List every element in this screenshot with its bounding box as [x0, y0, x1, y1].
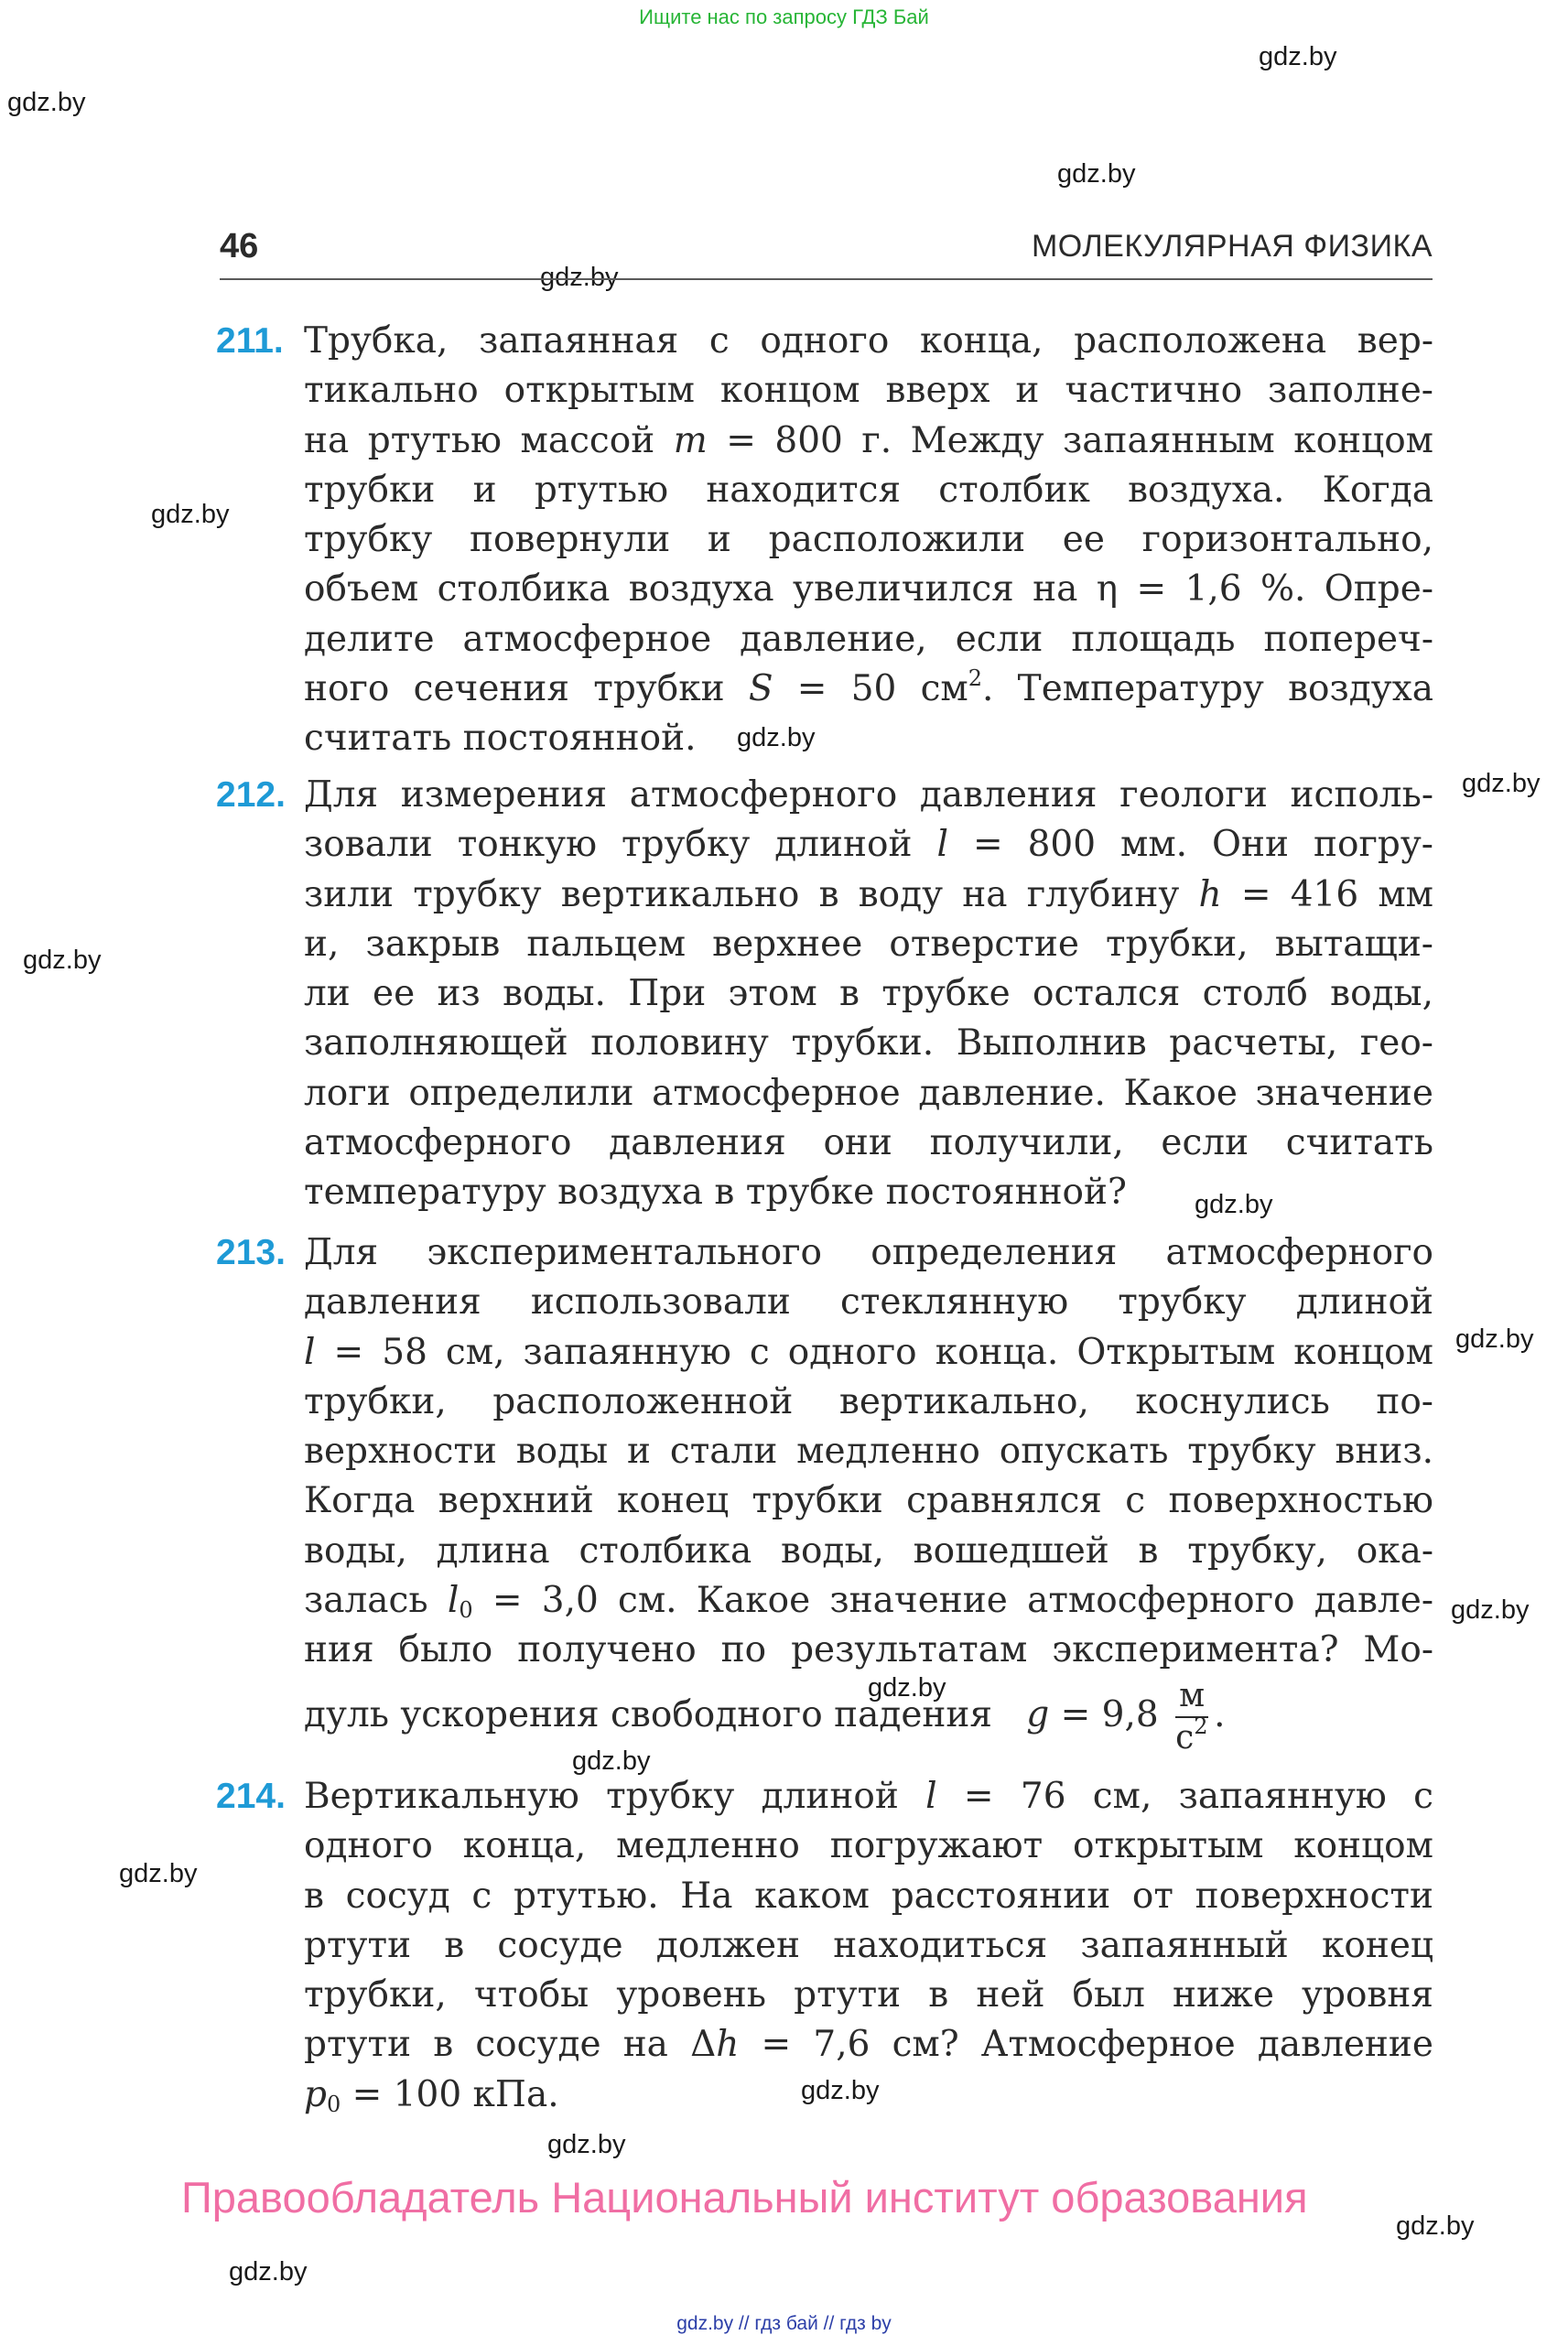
text-line: трубки и ртутью находится столбик воздуха. Когда [304, 469, 1433, 511]
watermark: gdz.by [868, 1673, 946, 1703]
text-line: трубки, расположенной вертикально, коснулись по- [304, 1380, 1433, 1422]
text-line: делите атмосферное давление, если площадь попереч- [304, 618, 1433, 660]
text-line: логи определили атмосферное давление. Какое значение [304, 1072, 1433, 1114]
text-line: трубки, чтобы уровень ртути в ней был ниже уровня [304, 1974, 1433, 2016]
text-line: атмосферного давления они получили, если считать [304, 1122, 1433, 1164]
watermark: gdz.by [229, 2257, 308, 2287]
text-line: заполняющей половину трубки. Выполнив расчеты, гео- [304, 1022, 1433, 1065]
problem-text [304, 1772, 1433, 2120]
watermark: gdz.by [572, 1746, 651, 1776]
header-divider [220, 278, 1433, 280]
text-line: и, закрыв пальцем верхнее отверстие трубки, вытащи- [304, 923, 1433, 965]
watermark: gdz.by [547, 2130, 626, 2159]
watermark: gdz.by [151, 500, 230, 529]
text-line: Трубка, запаянная с одного конца, расположена вер- [304, 320, 1433, 362]
section-title: МОЛЕКУЛЯРНАЯ ФИЗИКА [1031, 229, 1433, 264]
watermark: gdz.by [801, 2076, 880, 2105]
text-line: считать постоянной. [304, 718, 697, 760]
watermark: gdz.by [7, 88, 86, 117]
text-line: зили трубку вертикально в воду на глубину h = 416 мм [304, 873, 1434, 915]
text-line: Для измерения атмосферного давления геологи исполь- [304, 774, 1433, 816]
text-line: температуру воздуха в трубке постоянной? [304, 1172, 1127, 1214]
text-line: объем столбика воздуха увеличился на η = 1,6 %. Опре- [304, 568, 1433, 611]
problem-number: 212. [216, 775, 286, 815]
text-line: в сосуд с ртутью. На каком расстоянии от поверхности [304, 1875, 1433, 1917]
text-line: тикально открытым концом вверх и частично заполне- [304, 370, 1433, 412]
text-line: одного конца, медленно погружают открытым концом [304, 1825, 1433, 1867]
text-line: воды, длина столбика воды, вошедшей в трубку, ока- [304, 1530, 1433, 1572]
text-line: ртути в сосуде на Δh = 7,6 см? Атмосферное давление [304, 2024, 1434, 2066]
footer-links: gdz.by // гдз бай // гдз by [676, 2313, 892, 2334]
text-line: $p_0 = 100$ кПа. [304, 2073, 559, 2117]
page-number: 46 [220, 227, 259, 265]
watermark: gdz.by [1462, 769, 1541, 798]
watermark: gdz.by [1057, 159, 1136, 189]
problem-text [304, 1228, 1433, 1755]
watermark: gdz.by [23, 946, 102, 975]
watermark: gdz.by [1259, 42, 1337, 71]
text-line: Когда верхний конец трубки сравнялся с поверхностью [304, 1480, 1433, 1522]
text-line: Вертикальную трубку длиной l = 76 см, запаянную с [304, 1776, 1433, 1817]
watermark: gdz.by [1455, 1324, 1534, 1354]
text-line: ного сечения трубки S = 50 $см^2$. Температуру воздуха [304, 665, 1433, 710]
unit-fraction: $\frac{м}{с^2}$ [1175, 1676, 1208, 1757]
text-line: на ртутью массой m = 800 г. Между запаянным концом [304, 419, 1434, 461]
text-line: зовали тонкую трубку длиной l = 800 мм. Они погру- [304, 824, 1433, 866]
watermark: gdz.by [1451, 1595, 1530, 1625]
text-line: трубку повернули и расположили ее горизонтально, [304, 519, 1433, 561]
watermark: gdz.by [540, 263, 619, 292]
text-line: давления использовали стеклянную трубку длиной [304, 1281, 1433, 1324]
text-line: Для экспериментального определения атмосферного [304, 1232, 1433, 1273]
problem-text [304, 771, 1433, 1218]
text-line: l = 58 см, запаянную с одного конца. Открытым концом [304, 1331, 1433, 1373]
text-line: дуль ускорения свободного падения g = 9,8 $\frac{м}{с^2}$ . [304, 1676, 1226, 1757]
text-line: ртути в сосуде должен находиться запаянный конец [304, 1924, 1433, 1966]
problem-number: 214. [216, 1777, 286, 1816]
watermark: gdz.by [1396, 2211, 1475, 2241]
problem-number: 211. [216, 321, 284, 361]
text-line: ли ее из воды. При этом в трубке остался столб воды, [304, 973, 1433, 1015]
text-line: ния было получено по результатам эксперимента? Мо- [304, 1629, 1433, 1671]
watermark: gdz.by [119, 1859, 198, 1888]
text-line: верхности воды и стали медленно опускать трубку вниз. [304, 1431, 1433, 1473]
watermark: gdz.by [737, 723, 816, 752]
text-line: залась $l_0 = 3,0$ см. Какое значение атмосферного давле- [304, 1580, 1433, 1624]
top-banner: Ищите нас по запросу ГДЗ Бай [639, 5, 929, 28]
problem-text [304, 317, 1433, 764]
problem-number: 213. [216, 1233, 286, 1272]
watermark: gdz.by [1195, 1190, 1273, 1219]
rights-holder-notice: Правообладатель Национальный институт образования [181, 2173, 1308, 2222]
